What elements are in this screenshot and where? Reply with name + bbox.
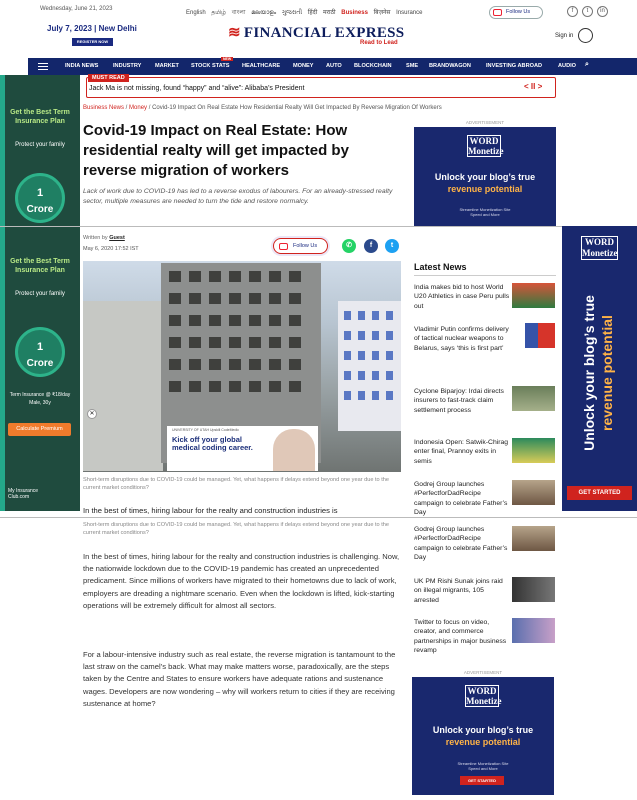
- nav-item[interactable]: HEALTHCARE: [242, 63, 281, 69]
- article-paragraph: In the best of times, hiring labour for the realty and construction industries is challenging. Now, the nationwide lockdown due to the COVID-19 pandemic has created an unprecedented predicament. Since millions of workers have migrated to their hometowns due to lack of work, employers are dreading a nightmare scenario. Even when the lockdown is lifted, kick-starting operations will be extremely difficult for almost all sectors.: [83, 552, 400, 610]
- news-item[interactable]: UK PM Rishi Sunak joins raid on illegal migrants, 105 arrested: [414, 578, 503, 604]
- news-thumb[interactable]: [512, 438, 555, 463]
- nav-item[interactable]: BRANDWAGON: [429, 63, 471, 69]
- close-icon[interactable]: ✕: [87, 409, 97, 419]
- new-badge: NEW: [223, 57, 232, 61]
- ad-line2: revenue potential: [447, 184, 523, 194]
- follow-us-button[interactable]: Follow Us: [489, 6, 543, 19]
- news-thumb[interactable]: [512, 526, 555, 551]
- calculate-premium-button[interactable]: Calculate Premium: [8, 423, 71, 436]
- breadcrumb-home[interactable]: Business News: [83, 105, 125, 111]
- ad-amount-circle: 1 Crore: [15, 327, 65, 377]
- nav-item[interactable]: INVESTING ABROAD: [486, 63, 543, 69]
- inline-ad-logos: UNIVERSITY OF UTAH Upskill CodeMedic: [172, 428, 239, 432]
- ad-small: Streamline Monetization Site Speed and More: [457, 761, 509, 771]
- article-lead-snippet: In the best of times, hiring labour for the realty and construction industries is: [83, 506, 338, 515]
- news-item[interactable]: Vladimir Putin confirms delivery of tactical nuclear weapons to Belarus, says ‘this is first part’: [414, 326, 509, 352]
- user-icon[interactable]: [578, 28, 593, 43]
- image-caption-repeat: Short-term disruptions due to COVID-19 could be managed. Yet, what happens if delays extend beyond one year due to the current market conditions?: [83, 522, 389, 536]
- right-sticky-ad[interactable]: [562, 226, 637, 511]
- ad-protect-text: Protect your family: [15, 291, 65, 297]
- inline-ad-headline: Kick off your global medical coding career.: [172, 435, 253, 452]
- article-title: Covid-19 Impact on Real Estate: How residential realty will get impacted by reverse migration of workers: [83, 122, 349, 179]
- sign-in-link[interactable]: Sign in: [555, 33, 574, 39]
- language-bar: [186, 7, 426, 18]
- image-caption: Short-term disruptions due to COVID-19 could be managed. Yet, what happens if delays extend beyond one year due to the current market conditions?: [83, 477, 389, 491]
- author-line: Written by Guest: [83, 235, 125, 241]
- lang-link[interactable]: Insurance: [396, 10, 423, 16]
- google-news-icon: [279, 243, 288, 250]
- news-thumb[interactable]: [512, 618, 555, 643]
- breadcrumb: Business News / Money / Covid-19 Impact On Real Estate How Residential Realty Will Get Impacted By Reverse Migration Of Workers: [83, 105, 442, 111]
- nav-item[interactable]: INDUSTRY: [113, 63, 142, 69]
- news-item[interactable]: Twitter to focus on video, creator, and commerce partnerships in major business revamp: [414, 619, 507, 654]
- get-started-button[interactable]: GET STARTED: [460, 776, 504, 785]
- inline-ad-person: [273, 429, 315, 471]
- ad-brand: My Insurance Club.com: [8, 488, 39, 500]
- lang-link[interactable]: தமிழ்: [211, 10, 227, 16]
- lang-link[interactable]: ગુજરાતી: [281, 10, 303, 16]
- ad-amount-circle: 1 Crore: [15, 173, 65, 223]
- lang-link[interactable]: English: [186, 10, 206, 16]
- site-tagline: Read to Lead: [360, 40, 398, 46]
- facebook-icon[interactable]: f: [364, 239, 378, 253]
- ad-band: [0, 75, 5, 226]
- follow-us-button[interactable]: Follow Us: [273, 238, 328, 254]
- ad-title: Get the Best Term Insurance Plan: [10, 258, 70, 274]
- twitter-icon[interactable]: t: [582, 6, 593, 17]
- nav-item[interactable]: MONEY: [293, 63, 314, 69]
- ad-small: Streamline Monetization Site Speed and More: [459, 207, 511, 217]
- image-building-left: [83, 301, 163, 471]
- weekday-date: Wednesday, June 21, 2023: [40, 6, 113, 12]
- whatsapp-icon[interactable]: ✆: [342, 239, 356, 253]
- ad-label: ADVERTISEMENT: [463, 670, 503, 675]
- word-logo: WORD Monetize: [466, 686, 502, 706]
- get-started-button[interactable]: GET STARTED: [567, 486, 632, 500]
- word-logo: WORD Monetize: [468, 136, 504, 156]
- nav-item[interactable]: BLOCKCHAIN: [354, 63, 392, 69]
- news-thumb[interactable]: [512, 577, 555, 602]
- google-news-icon: [493, 9, 502, 16]
- search-icon[interactable]: ⌕: [585, 61, 589, 68]
- ad-line1: Unlock your blog’s true: [434, 172, 536, 182]
- news-thumb[interactable]: [512, 283, 555, 308]
- ad-line1: Unlock your blog’s true: [432, 725, 534, 735]
- latest-news-heading: Latest News: [414, 262, 467, 272]
- twitter-icon[interactable]: t: [385, 239, 399, 253]
- inline-ad[interactable]: [167, 426, 318, 471]
- nav-item[interactable]: AUDIO: [558, 63, 577, 69]
- news-item[interactable]: Godrej Group launches #PerfectforDadRecipe campaign to celebrate Father’s Day: [414, 526, 508, 561]
- nav-item[interactable]: MARKET: [155, 63, 179, 69]
- divider: [414, 275, 556, 276]
- lang-link[interactable]: বাংলা: [231, 10, 246, 16]
- ad-label: ADVERTISEMENT: [465, 120, 505, 125]
- news-item[interactable]: Indonesia Open: Satwik-Chirag enter final, Prannoy exits in semis: [414, 439, 509, 465]
- ad-line2: revenue potential: [445, 737, 521, 747]
- lang-link-business[interactable]: Business: [341, 10, 368, 16]
- news-thumb[interactable]: [512, 386, 555, 411]
- image-building-right: [338, 301, 401, 431]
- breadcrumb-money[interactable]: Money: [129, 105, 148, 111]
- ad-title: Get the Best Term Insurance Plan: [10, 109, 70, 125]
- lang-link[interactable]: हिंदी: [307, 10, 318, 16]
- news-item[interactable]: Godrej Group launches #PerfectforDadRecipe campaign to celebrate Father’s Day: [414, 481, 508, 516]
- ad-price-line: Term Insurance @ ₹18/day Male, 30y: [9, 392, 71, 406]
- register-button[interactable]: REGISTER NOW: [72, 38, 113, 46]
- publish-date: May 6, 2020 17:52 IST: [83, 246, 139, 252]
- ad-protect-text: Protect your family: [15, 142, 65, 148]
- news-item[interactable]: Cyclone Biparjoy: Irdai directs insurers to fast-track claim settlement process: [414, 388, 504, 414]
- article-paragraph: For a labour-intensive industry such as real estate, the reverse migration is tantamount to the last straw on the camel’s back. What may make matters worse, paradoxically, are the steps taken by the Centre and States to ensure workers have adequate rations and sustenance wages. Developers are now wondering – why will workers return to cities if they are receiving sustenance at home?: [83, 650, 396, 708]
- nav-item[interactable]: INDIA NEWS: [65, 63, 99, 69]
- nav-item[interactable]: STOCK STATS: [191, 63, 230, 69]
- nav-item[interactable]: AUTO: [326, 63, 342, 69]
- must-read-tag: MUST READ: [88, 74, 129, 82]
- article-dek: Lack of work due to COVID-19 has led to a reverse exodus of labourers. For an already-stressed realty sector, multiple measures are needed to turn the tide and restore normalcy.: [83, 188, 393, 205]
- site-logo[interactable]: ≋ FINANCIAL EXPRESS: [228, 24, 405, 41]
- logo-mark-icon: ≋: [228, 24, 241, 41]
- author-link[interactable]: Guest: [109, 235, 125, 241]
- news-thumb[interactable]: [512, 480, 555, 505]
- must-read-headline[interactable]: Jack Ma is not missing, found “happy” and “alive”: Alibaba’s President: [89, 85, 305, 92]
- right-ad-bottom[interactable]: [412, 677, 554, 795]
- main-nav: [28, 58, 637, 75]
- breadcrumb-current: Covid-19 Impact On Real Estate How Residential Realty Will Get Impacted By Reverse Migration Of Workers: [152, 105, 442, 111]
- linkedin-icon[interactable]: in: [597, 6, 608, 17]
- right-ad[interactable]: [414, 127, 556, 227]
- nav-item[interactable]: SME: [406, 63, 419, 69]
- lang-link[interactable]: बिज़नेस: [373, 10, 391, 16]
- word-logo: WORD Monetize: [582, 237, 618, 258]
- lang-link[interactable]: മലയാളം: [251, 10, 277, 16]
- menu-icon[interactable]: [38, 63, 48, 70]
- news-item[interactable]: India makes bid to host World U20 Athletics in case Peru pulls out: [414, 284, 510, 310]
- vertical-ad-text: Unlock your blog’s true revenue potential: [581, 295, 615, 451]
- must-read-nav[interactable]: < II >: [524, 82, 543, 91]
- facebook-icon[interactable]: f: [567, 6, 578, 17]
- lang-link[interactable]: मराठी: [322, 10, 336, 16]
- edition-date: July 7, 2023 | New Delhi: [47, 24, 137, 33]
- news-thumb[interactable]: [512, 323, 555, 348]
